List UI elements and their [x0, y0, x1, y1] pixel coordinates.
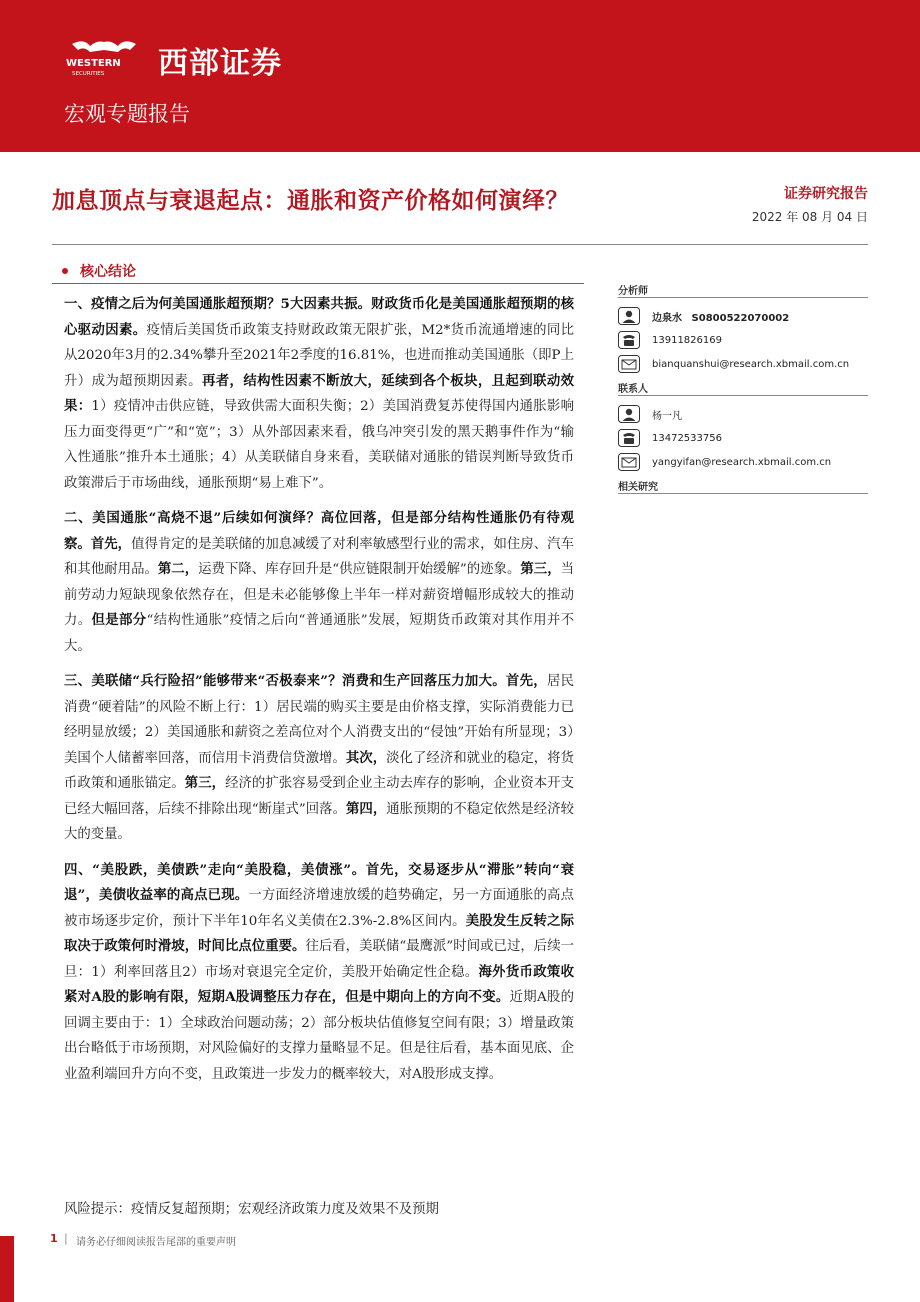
text-run: 第二，: [157, 561, 199, 577]
text-run: 二、美国通胀“高烧不退”后续如何演绎？高位回落，但是部分结构性通胀仍有待观察。首先，: [64, 510, 574, 552]
text-run: 运费下降、库存回升是“供应链限制开始缓解”的迹象。: [198, 562, 521, 577]
text-run: 一、疫情之后为何美国通胀超预期？5大因素共振。财政货币化是美国通胀超预期的核心驱动因素。: [64, 296, 574, 338]
text-run: “结构性通胀”疫情之后向“普通通胀”发展，短期货币政策对其作用并不大。: [64, 613, 574, 654]
text-run: 疫情后美国货币政策支持财政政策无限扩张，M2*货币流通增速的同比从2020年3月的2.34%攀升至2021年2季度的16.81%，也进而推动美国通胀（即P上升）成为超预期因素。: [64, 322, 574, 389]
disclaimer-note: 请务必仔细阅读报告尾部的重要声明: [76, 1237, 236, 1248]
phone-icon: [618, 331, 640, 349]
text-run: 值得肯定的是美联储的加息减缓了对利率敏感型行业的需求，如住房、汽车和其他耐用品。: [64, 536, 574, 577]
contact-email-row: [618, 450, 868, 474]
svg-text:WESTERN: WESTERN: [66, 58, 121, 69]
analyst-name: 边泉水: [652, 312, 682, 324]
related-research-header: 相关研究: [618, 478, 868, 494]
text-run: 淡化了经济和就业的稳定，将货币政策和通胀锚定。: [64, 750, 574, 791]
mail-icon: [618, 453, 640, 471]
paragraph-3: [64, 669, 574, 848]
contact-phone: 13472533756: [652, 432, 722, 444]
text-run: 第三，: [184, 775, 226, 791]
analyst-phone-row: [618, 328, 868, 352]
page-number: 1: [50, 1232, 58, 1245]
contact-name-row: [618, 402, 868, 426]
report-type: 宏观专题报告: [64, 102, 190, 126]
analyst-email-row: [618, 352, 868, 376]
footer-accent-bar: [0, 1236, 14, 1302]
contact-name: 杨一凡: [652, 410, 682, 422]
text-run: 第三，: [520, 561, 561, 577]
brand-name: 西部证券: [158, 46, 282, 81]
risk-warning: 风险提示：疫情反复超预期；宏观经济政策力度及效果不及预期: [64, 1202, 439, 1217]
header-band: [0, 0, 920, 152]
sidebar: [618, 282, 868, 500]
paragraph-1: [64, 292, 574, 496]
text-run: 四、“美股跌，美债跌”走向“美股稳，美债涨”。首先，交易逐步从“滞胀”转向“衰退”，美债收益率的高点已现。: [64, 861, 574, 903]
text-run: 一方面经济增速放缓的趋势确定，另一方面通胀的高点被市场逐步定价，预计下半年10年名义美债在2.3%-2.8%区间内。: [64, 888, 575, 929]
person-icon: [618, 307, 640, 325]
section-title: 核心结论: [80, 264, 136, 280]
page-title: 加息顶点与衰退起点：通胀和资产价格如何演绎？: [52, 187, 569, 214]
analyst-phone: 13911826169: [652, 334, 722, 346]
core-conclusions: [64, 292, 574, 1087]
text-run: 其次，: [345, 749, 387, 766]
text-run: 海外货币政策收紧对A股的影响有限，短期A股调整压力存在，但是中期向上的方向不变。: [64, 963, 575, 1005]
text-run: 美股发生反转之际取决于政策何时滑坡，时间比点位重要。: [64, 912, 574, 954]
text-run: 但是部分: [91, 612, 147, 628]
title-divider: [52, 244, 868, 245]
text-run: 通胀预期的不稳定依然是经济较大的变量。: [64, 801, 575, 842]
contact-header: 联系人: [618, 380, 868, 396]
svg-text:SECURITIES: SECURITIES: [72, 71, 105, 77]
text-run: 居民消费“硬着陆”的风险不断上行：1）居民端的购买主要是由价格支撑，实际消费能力已经明显放缓；2）美国通胀和薪资之差高位对个人消费支出的“侵蚀”开始有所显现；3）美国个人储蓄率回落，而信用卡消费信贷激增。: [64, 674, 574, 766]
text-run: 近期A股的回调主要由于：1）全球政治问题动荡；2）部分板块估值修复空间有限；3）增量政策出台略低于市场预期，对风险偏好的支撑力量略显不足。但是往后看，基本面见底、企业盈利端回升方向不变，且政策进一步发力的概率较大，对A股形成支撑。: [64, 990, 575, 1082]
paragraph-4: [64, 858, 574, 1088]
text-run: 1）疫情冲击供应链，导致供需大面积失衡；2）美国消费复苏使得国内通胀影响压力面变得更“广”和“宽”；3）从外部因素来看，俄乌冲突引发的黑天鹅事件作为“输入性通胀”推升本土通胀；4）从美联储自身来看，美联储对通胀的错误判断导致货币政策滞后于市场曲线，通胀预期“易上难下”。: [64, 399, 574, 491]
phone-icon: [618, 429, 640, 447]
text-run: 经济的扩张容易受到企业主动去库存的影响，企业资本开支已经大幅回落，后续不排除出现“断崖式”回落。: [64, 776, 574, 817]
contact-phone-row: [618, 426, 868, 450]
text-run: 三、美联储“兵行险招”能够带来“否极泰来”？消费和生产回落压力加大。首先，: [64, 673, 547, 689]
analyst-cert: S0800522070002: [691, 312, 790, 324]
mail-icon: [618, 355, 640, 373]
text-run: 再者，结构性因素不断放大，延续到各个板块，且起到联动效果：: [64, 372, 575, 414]
contact-email[interactable]: yangyifan@research.xbmail.com.cn: [652, 456, 832, 468]
analyst-email[interactable]: bianquanshui@research.xbmail.com.cn: [652, 358, 850, 370]
section-header: [52, 258, 584, 284]
report-date: 2022 年 08 月 04 日: [751, 210, 868, 224]
report-label: 证券研究报告: [784, 186, 868, 202]
footer-separator: |: [64, 1232, 68, 1245]
text-run: 当前劳动力短缺现象依然存在，但是未必能够像上半年一样对薪资增幅形成较大的推动力。: [64, 562, 575, 628]
person-icon: [618, 405, 640, 423]
text-run: 第四，: [346, 800, 387, 817]
analyst-name-row: [618, 304, 868, 328]
paragraph-2: [64, 506, 574, 659]
analyst-header: 分析师: [618, 282, 868, 298]
text-run: 往后看，美联储“最鹰派”时间或已过，后续一旦：1）利率回落且2）市场对衰退完全定价，美股开始确定性企稳。: [64, 939, 574, 980]
bullet-icon: [62, 268, 68, 274]
western-securities-logo: [64, 36, 144, 80]
